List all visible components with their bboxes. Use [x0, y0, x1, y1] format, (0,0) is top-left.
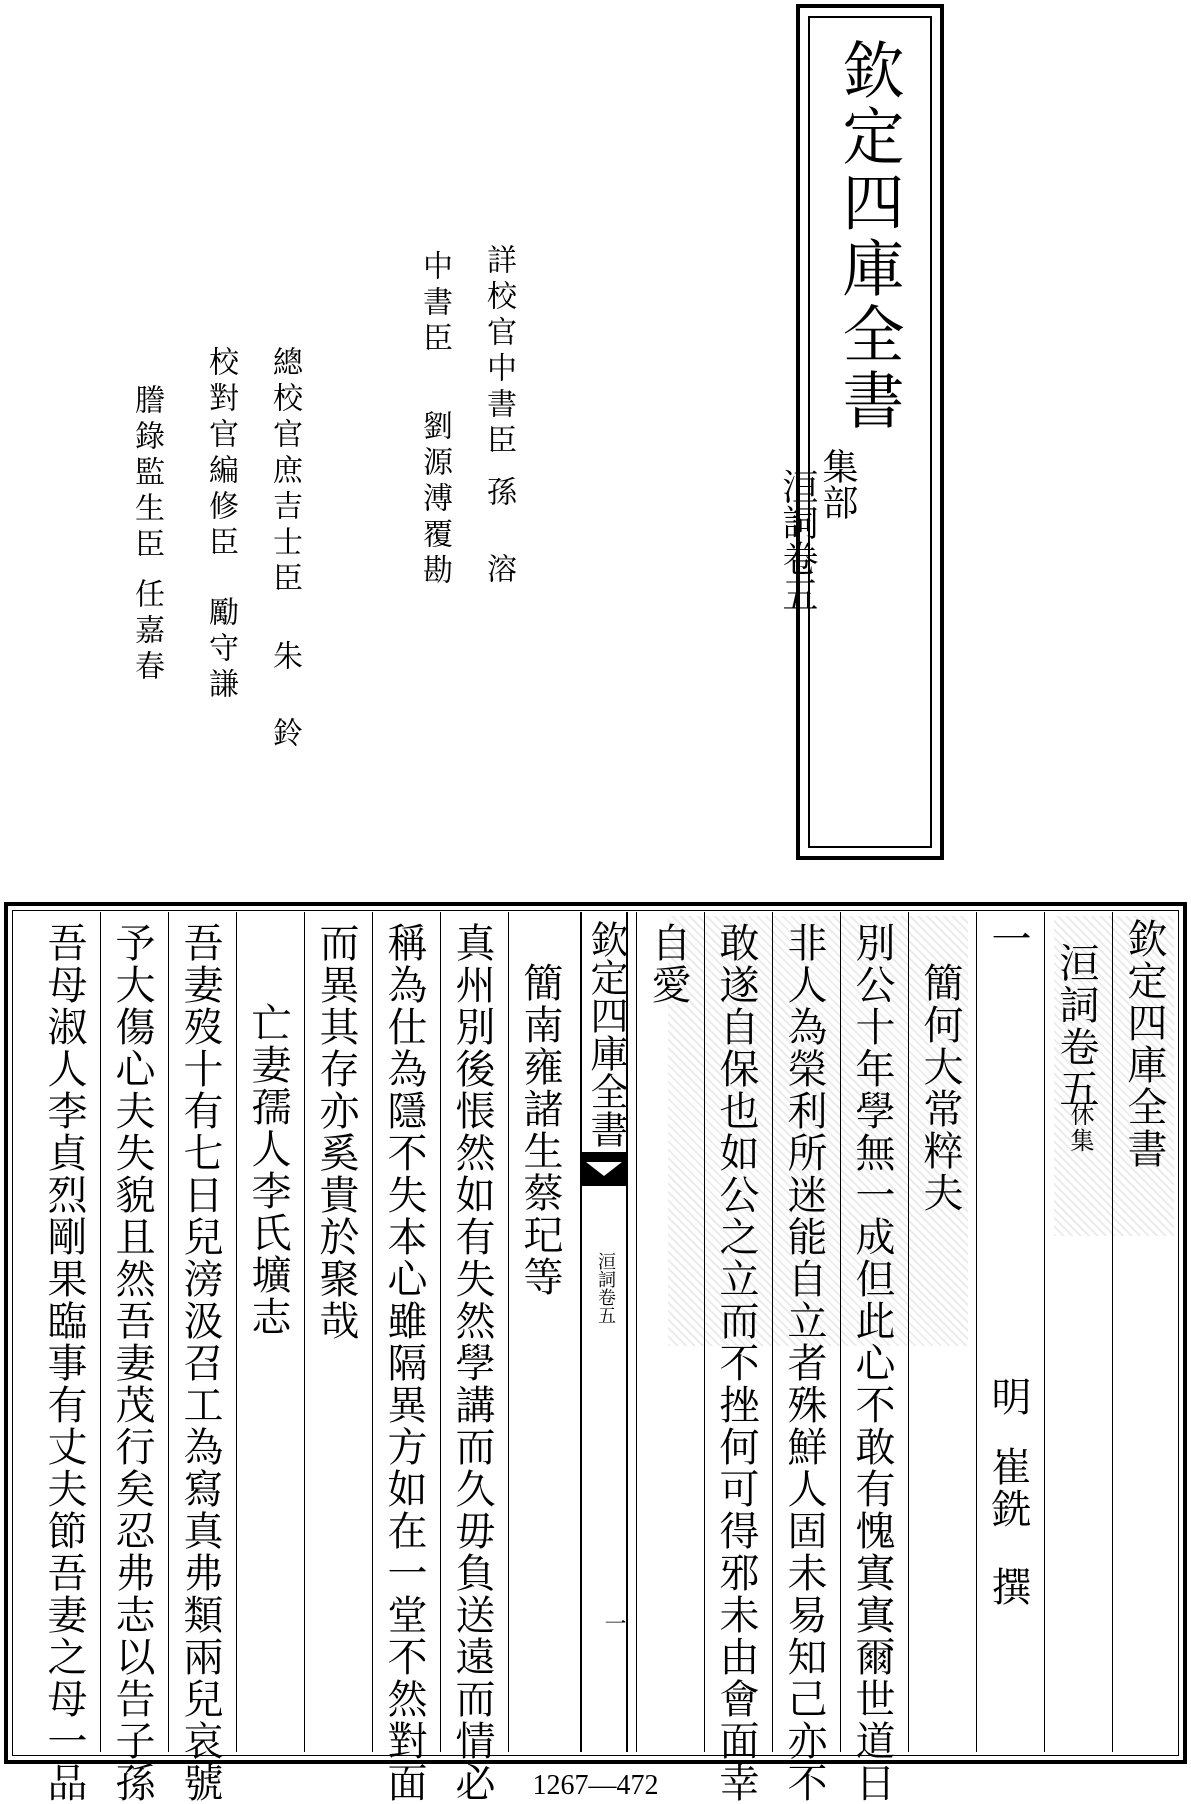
credit-role-4: 校對官編修臣 [203, 346, 238, 562]
column-rule [440, 912, 441, 1752]
cover-category: 集部 [817, 448, 858, 520]
column-rule [840, 912, 841, 1752]
cover-title: 欽定四庫全書 [832, 38, 905, 434]
letter2-line-3: 而異其存亦奚貴於聚哉 [313, 922, 359, 1342]
credit-role-1: 詳校官中書臣 [481, 244, 516, 460]
column-rule [1112, 912, 1113, 1752]
seal-impression [668, 916, 968, 1346]
letter1-line-4: 自愛 [645, 922, 691, 1006]
epitaph-line-1: 吾妻歿十有七日兒滂汲召工為寫真弗類兩兒哀號 [177, 922, 223, 1804]
center-spine [580, 912, 628, 1752]
epitaph-title: 亡妻孺人李氏壙志 [245, 1002, 291, 1338]
column-rule [908, 912, 909, 1752]
column-rule [636, 912, 637, 1752]
letter1-title: 簡何大常粹夫 [917, 962, 963, 1214]
title-slip [777, 4, 944, 860]
section-marker: 一 [985, 918, 1031, 960]
credit-role-2: 中書臣 [417, 250, 452, 358]
spine-page-number: 一 [601, 1612, 626, 1634]
column-rule [1044, 912, 1045, 1752]
column-rule [236, 912, 237, 1752]
letter1-line-1: 別公十年學無一成但此心不敢有愧寘寘爾世道日 [849, 922, 895, 1804]
letter1-line-3: 敢遂自保也如公之立而不挫何可得邪未由會面幸 [713, 922, 759, 1804]
credit-role-5: 謄錄監生臣 [129, 384, 164, 564]
credit-name-1: 孫 溶 [481, 476, 516, 589]
epitaph-line-2: 予大傷心夫失貌且然吾妻茂行矣忍弗志以告子孫 [109, 922, 155, 1804]
cover-volume: 洹詞卷五 [777, 468, 818, 612]
volume-line: 洹詞卷五 [1053, 942, 1099, 1110]
column-rule [304, 912, 305, 1752]
letter1-line-2: 非人為榮利所迷能自立者殊鮮人固未易知己亦不 [781, 922, 827, 1804]
column-rule [508, 912, 509, 1752]
fish-tail-mark [582, 1152, 626, 1186]
column-rule [372, 912, 373, 1752]
page-header-title: 欽定四庫全書 [1121, 918, 1167, 1170]
letter2-line-2: 稱為仕為隱不失本心雖隔異方如在一堂不然對面 [381, 922, 427, 1804]
letter2-title: 簡南雍諸生蔡玘等 [517, 962, 563, 1298]
epitaph-line-3: 吾母淑人李貞烈剛果臨事有丈夫節吾妻之母一品 [41, 922, 87, 1804]
credit-name-2: 劉源溥覆勘 [417, 410, 452, 590]
author-name: 崔銑 [985, 1446, 1031, 1530]
column-rule [100, 912, 101, 1752]
column-rule [168, 912, 169, 1752]
author-action: 撰 [985, 1566, 1031, 1608]
volume-note: 休集 [1066, 1102, 1094, 1154]
credit-name-3: 朱 鈴 [267, 640, 302, 753]
author-era: 明 [985, 1376, 1031, 1418]
letter2-line-1: 真州別後悵然如有失然學講而久毋負送遠而情必 [449, 922, 495, 1804]
column-rule [704, 912, 705, 1752]
column-rule [976, 912, 977, 1752]
credit-name-5: 任嘉春 [129, 578, 164, 686]
column-rule [772, 912, 773, 1752]
seal-impression [1054, 916, 1174, 1236]
page-footer-number: 1267—472 [532, 1770, 659, 1801]
credit-role-3: 總校官庶吉士臣 [267, 346, 302, 598]
credit-name-4: 勵守謙 [203, 596, 238, 704]
spine-volume: 洹詞卷五 [595, 1252, 616, 1324]
spine-title: 欽定四庫全書 [584, 920, 628, 1148]
